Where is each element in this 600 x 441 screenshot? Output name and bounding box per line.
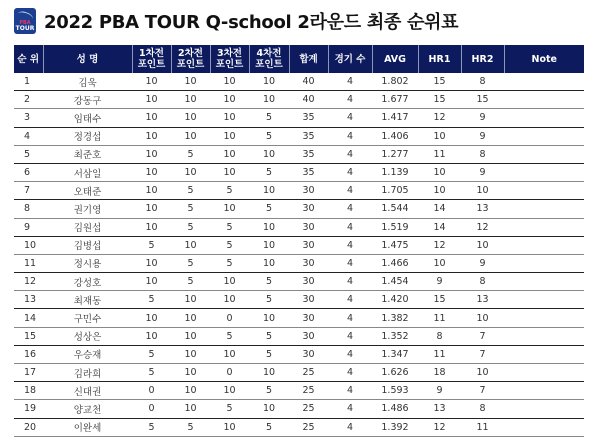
cell-name: 성상은 (43, 327, 132, 345)
cell-round4: 5 (249, 200, 289, 218)
cell-round2: 10 (171, 236, 210, 254)
cell-round2: 10 (171, 400, 210, 418)
cell-round2: 5 (171, 254, 210, 272)
cell-note (504, 163, 584, 181)
cell-rank: 1 (14, 73, 43, 91)
cell-round2: 10 (171, 91, 210, 109)
cell-hr1: 10 (418, 182, 461, 200)
col-header-hr1: HR1 (418, 45, 461, 73)
cell-games: 4 (328, 309, 372, 327)
cell-round3: 10 (210, 291, 249, 309)
cell-round1: 10 (132, 218, 171, 236)
cell-hr2: 8 (461, 273, 504, 291)
cell-games: 4 (328, 327, 372, 345)
cell-avg: 1.352 (372, 327, 418, 345)
table-row (14, 309, 584, 327)
cell-round2: 10 (171, 382, 210, 400)
cell-round1: 0 (132, 382, 171, 400)
cell-name: 정시용 (43, 254, 132, 272)
cell-round2: 5 (171, 182, 210, 200)
table-row (14, 254, 584, 272)
cell-note (504, 309, 584, 327)
cell-hr2: 10 (461, 309, 504, 327)
cell-total: 40 (289, 91, 328, 109)
cell-round4: 5 (249, 163, 289, 181)
title-bar (14, 6, 458, 36)
cell-round4: 10 (249, 364, 289, 382)
cell-round1: 10 (132, 91, 171, 109)
cell-round4: 10 (249, 254, 289, 272)
cell-total: 40 (289, 73, 328, 91)
cell-avg: 1.593 (372, 382, 418, 400)
cell-round2: 10 (171, 73, 210, 91)
cell-hr1: 12 (418, 236, 461, 254)
cell-note (504, 418, 584, 436)
cell-games: 4 (328, 291, 372, 309)
col-header-round3 (210, 45, 249, 73)
cell-note (504, 73, 584, 91)
cell-avg: 1.406 (372, 127, 418, 145)
cell-hr1: 14 (418, 200, 461, 218)
cell-games: 4 (328, 218, 372, 236)
cell-round2: 5 (171, 418, 210, 436)
cell-rank: 13 (14, 291, 43, 309)
cell-games: 4 (328, 273, 372, 291)
cell-rank: 17 (14, 364, 43, 382)
col-header-round1 (132, 45, 171, 73)
cell-avg: 1.139 (372, 163, 418, 181)
cell-total: 35 (289, 145, 328, 163)
cell-rank: 9 (14, 218, 43, 236)
cell-rank: 18 (14, 382, 43, 400)
cell-avg: 1.392 (372, 418, 418, 436)
cell-games: 4 (328, 364, 372, 382)
cell-round2: 5 (171, 145, 210, 163)
cell-hr1: 12 (418, 418, 461, 436)
cell-name: 강동구 (43, 91, 132, 109)
table-row (14, 291, 584, 309)
cell-round4: 10 (249, 218, 289, 236)
cell-total: 30 (289, 273, 328, 291)
col-header-round2 (171, 45, 210, 73)
col-header-rank: 순 위 (14, 45, 43, 73)
cell-round1: 10 (132, 163, 171, 181)
cell-name: 서삼일 (43, 163, 132, 181)
table-row (14, 236, 584, 254)
cell-total: 30 (289, 182, 328, 200)
cell-rank: 4 (14, 127, 43, 145)
cell-round4: 10 (249, 309, 289, 327)
cell-rank: 19 (14, 400, 43, 418)
cell-round3: 0 (210, 309, 249, 327)
cell-round1: 5 (132, 345, 171, 363)
cell-hr1: 11 (418, 345, 461, 363)
cell-hr2: 9 (461, 254, 504, 272)
cell-hr2: 11 (461, 418, 504, 436)
cell-round1: 5 (132, 236, 171, 254)
cell-hr2: 15 (461, 91, 504, 109)
cell-rank: 7 (14, 182, 43, 200)
cell-note (504, 327, 584, 345)
table-row (14, 327, 584, 345)
pba-tour-logo-icon (14, 8, 36, 34)
cell-hr2: 13 (461, 200, 504, 218)
cell-games: 4 (328, 109, 372, 127)
cell-round1: 10 (132, 254, 171, 272)
table-header-row (14, 45, 584, 73)
logo-text-tour: TOUR (15, 25, 35, 32)
cell-games: 4 (328, 91, 372, 109)
col-header-round4-line1: 4차전 (256, 48, 282, 59)
cell-games: 4 (328, 145, 372, 163)
cell-round3: 5 (210, 254, 249, 272)
cell-avg: 1.519 (372, 218, 418, 236)
cell-round4: 10 (249, 400, 289, 418)
cell-games: 4 (328, 163, 372, 181)
cell-note (504, 382, 584, 400)
cell-hr2: 10 (461, 364, 504, 382)
cell-round1: 5 (132, 291, 171, 309)
cell-name: 김병섭 (43, 236, 132, 254)
cell-round4: 5 (249, 382, 289, 400)
cell-total: 25 (289, 418, 328, 436)
cell-avg: 1.417 (372, 109, 418, 127)
cell-hr2: 7 (461, 382, 504, 400)
cell-round4: 5 (249, 273, 289, 291)
cell-rank: 11 (14, 254, 43, 272)
cell-name: 김원섭 (43, 218, 132, 236)
cell-games: 4 (328, 254, 372, 272)
cell-name: 정경섭 (43, 127, 132, 145)
cell-total: 35 (289, 163, 328, 181)
cell-round4: 5 (249, 109, 289, 127)
cell-hr1: 9 (418, 273, 461, 291)
cell-rank: 16 (14, 345, 43, 363)
cell-round2: 10 (171, 364, 210, 382)
cell-total: 30 (289, 200, 328, 218)
cell-round3: 10 (210, 345, 249, 363)
cell-round4: 10 (249, 236, 289, 254)
col-header-round1-line2: 포인트 (137, 59, 166, 70)
cell-hr2: 13 (461, 291, 504, 309)
cell-round3: 10 (210, 200, 249, 218)
cell-round3: 5 (210, 327, 249, 345)
cell-name: 신대권 (43, 382, 132, 400)
cell-note (504, 145, 584, 163)
cell-total: 25 (289, 364, 328, 382)
cell-round4: 10 (249, 182, 289, 200)
cell-avg: 1.277 (372, 145, 418, 163)
cell-round2: 5 (171, 218, 210, 236)
cell-name: 임태수 (43, 109, 132, 127)
cell-name: 양교천 (43, 400, 132, 418)
col-header-round1-line1: 1차전 (139, 48, 164, 59)
cell-note (504, 91, 584, 109)
cell-round2: 10 (171, 163, 210, 181)
cell-avg: 1.347 (372, 345, 418, 363)
cell-total: 25 (289, 400, 328, 418)
table-row (14, 382, 584, 400)
cell-round2: 10 (171, 291, 210, 309)
cell-round1: 5 (132, 364, 171, 382)
cell-note (504, 291, 584, 309)
cell-round3: 10 (210, 127, 249, 145)
cell-note (504, 236, 584, 254)
cell-hr2: 10 (461, 236, 504, 254)
table-row (14, 364, 584, 382)
cell-rank: 2 (14, 91, 43, 109)
table-row (14, 163, 584, 181)
cell-round3: 10 (210, 145, 249, 163)
cell-round3: 10 (210, 91, 249, 109)
cell-note (504, 364, 584, 382)
col-header-hr2: HR2 (461, 45, 504, 73)
cell-hr2: 10 (461, 182, 504, 200)
cell-name: 강성호 (43, 273, 132, 291)
page-title: 2022 PBA TOUR Q-school 2라운드 최종 순위표 (44, 12, 459, 33)
cell-round1: 10 (132, 309, 171, 327)
cell-avg: 1.677 (372, 91, 418, 109)
cell-rank: 12 (14, 273, 43, 291)
cell-games: 4 (328, 345, 372, 363)
cell-note (504, 345, 584, 363)
standings-table (14, 45, 584, 437)
cell-round3: 10 (210, 273, 249, 291)
cell-hr1: 10 (418, 254, 461, 272)
table-row (14, 418, 584, 436)
cell-avg: 1.466 (372, 254, 418, 272)
cell-hr1: 18 (418, 364, 461, 382)
table-row (14, 73, 584, 91)
cell-round3: 10 (210, 73, 249, 91)
cell-round2: 5 (171, 200, 210, 218)
cell-note (504, 218, 584, 236)
col-header-note: Note (504, 45, 584, 73)
cell-round3: 5 (210, 218, 249, 236)
cell-games: 4 (328, 418, 372, 436)
cell-name: 구민수 (43, 309, 132, 327)
cell-rank: 5 (14, 145, 43, 163)
cell-round3: 5 (210, 400, 249, 418)
col-header-round2-line1: 2차전 (178, 48, 203, 59)
cell-games: 4 (328, 73, 372, 91)
cell-total: 25 (289, 382, 328, 400)
cell-avg: 1.544 (372, 200, 418, 218)
cell-total: 30 (289, 291, 328, 309)
table-row (14, 127, 584, 145)
col-header-round3-line2: 포인트 (215, 59, 244, 70)
cell-rank: 10 (14, 236, 43, 254)
cell-rank: 20 (14, 418, 43, 436)
cell-round4: 5 (249, 345, 289, 363)
cell-hr1: 8 (418, 327, 461, 345)
cell-total: 30 (289, 345, 328, 363)
cell-round3: 10 (210, 418, 249, 436)
cell-hr1: 11 (418, 309, 461, 327)
cell-name: 이완세 (43, 418, 132, 436)
cell-round3: 10 (210, 382, 249, 400)
cell-name: 최준호 (43, 145, 132, 163)
table-row (14, 345, 584, 363)
col-header-name: 성 명 (43, 45, 132, 73)
cell-round2: 10 (171, 109, 210, 127)
cell-round1: 10 (132, 327, 171, 345)
cell-round1: 10 (132, 73, 171, 91)
cell-round2: 5 (171, 273, 210, 291)
cell-round1: 10 (132, 145, 171, 163)
cell-name: 우승재 (43, 345, 132, 363)
cell-total: 35 (289, 127, 328, 145)
cell-hr2: 9 (461, 109, 504, 127)
cell-total: 35 (289, 109, 328, 127)
cell-rank: 15 (14, 327, 43, 345)
cell-round4: 5 (249, 418, 289, 436)
cell-avg: 1.705 (372, 182, 418, 200)
cell-round1: 0 (132, 400, 171, 418)
table-row (14, 182, 584, 200)
cell-round2: 10 (171, 345, 210, 363)
col-header-round4-line2: 포인트 (255, 59, 283, 70)
table-row (14, 200, 584, 218)
cell-round4: 10 (249, 73, 289, 91)
cell-hr2: 9 (461, 163, 504, 181)
cell-note (504, 400, 584, 418)
cell-name: 최재동 (43, 291, 132, 309)
cell-hr1: 15 (418, 291, 461, 309)
cell-games: 4 (328, 200, 372, 218)
cell-round3: 10 (210, 109, 249, 127)
cell-hr1: 10 (418, 163, 461, 181)
col-header-total: 합계 (289, 45, 328, 73)
table-row (14, 218, 584, 236)
cell-total: 30 (289, 327, 328, 345)
cell-hr1: 13 (418, 400, 461, 418)
cell-avg: 1.626 (372, 364, 418, 382)
cell-hr2: 8 (461, 400, 504, 418)
cell-note (504, 200, 584, 218)
cell-round3: 5 (210, 236, 249, 254)
col-header-games: 경기 수 (328, 45, 372, 73)
cell-hr2: 7 (461, 345, 504, 363)
cell-round1: 10 (132, 127, 171, 145)
col-header-round2-line2: 포인트 (176, 59, 205, 70)
cell-total: 30 (289, 254, 328, 272)
cell-games: 4 (328, 382, 372, 400)
cell-note (504, 273, 584, 291)
cell-name: 오태준 (43, 182, 132, 200)
cell-hr2: 9 (461, 127, 504, 145)
table-row (14, 400, 584, 418)
cell-games: 4 (328, 127, 372, 145)
cell-hr1: 11 (418, 145, 461, 163)
cell-total: 30 (289, 218, 328, 236)
cell-note (504, 254, 584, 272)
cell-round1: 10 (132, 200, 171, 218)
cell-rank: 6 (14, 163, 43, 181)
cell-hr1: 10 (418, 127, 461, 145)
logo-text-pba: PBA (19, 20, 31, 26)
cell-note (504, 109, 584, 127)
cell-rank: 14 (14, 309, 43, 327)
cell-round2: 10 (171, 327, 210, 345)
cell-round1: 10 (132, 182, 171, 200)
cell-hr2: 8 (461, 145, 504, 163)
cell-hr1: 15 (418, 73, 461, 91)
cell-round2: 10 (171, 309, 210, 327)
cell-total: 30 (289, 309, 328, 327)
cell-round1: 5 (132, 418, 171, 436)
cell-hr1: 15 (418, 91, 461, 109)
cell-round2: 10 (171, 127, 210, 145)
cell-round4: 5 (249, 327, 289, 345)
cell-round4: 10 (249, 145, 289, 163)
cell-note (504, 127, 584, 145)
cell-hr2: 12 (461, 218, 504, 236)
cell-avg: 1.486 (372, 400, 418, 418)
cell-round1: 10 (132, 273, 171, 291)
cell-hr1: 12 (418, 109, 461, 127)
cell-round4: 5 (249, 291, 289, 309)
cell-avg: 1.420 (372, 291, 418, 309)
table-row (14, 145, 584, 163)
cell-hr1: 9 (418, 382, 461, 400)
cell-avg: 1.475 (372, 236, 418, 254)
cell-games: 4 (328, 400, 372, 418)
cell-round1: 10 (132, 109, 171, 127)
cell-avg: 1.802 (372, 73, 418, 91)
cell-rank: 8 (14, 200, 43, 218)
cell-avg: 1.382 (372, 309, 418, 327)
cell-hr2: 8 (461, 73, 504, 91)
table-row (14, 273, 584, 291)
cell-avg: 1.454 (372, 273, 418, 291)
cell-name: 김욱 (43, 73, 132, 91)
cell-round3: 0 (210, 364, 249, 382)
cell-rank: 3 (14, 109, 43, 127)
cell-hr2: 7 (461, 327, 504, 345)
cell-games: 4 (328, 236, 372, 254)
cell-name: 권기영 (43, 200, 132, 218)
cell-name: 김라희 (43, 364, 132, 382)
cell-round4: 10 (249, 91, 289, 109)
cell-total: 30 (289, 236, 328, 254)
cell-round3: 10 (210, 163, 249, 181)
cell-hr1: 14 (418, 218, 461, 236)
cell-round4: 5 (249, 127, 289, 145)
col-header-avg: AVG (372, 45, 418, 73)
col-header-round3-line1: 3차전 (217, 48, 242, 59)
cell-games: 4 (328, 182, 372, 200)
table-row (14, 91, 584, 109)
col-header-round4 (249, 45, 289, 73)
table-row (14, 109, 584, 127)
cell-round3: 5 (210, 182, 249, 200)
cell-note (504, 182, 584, 200)
